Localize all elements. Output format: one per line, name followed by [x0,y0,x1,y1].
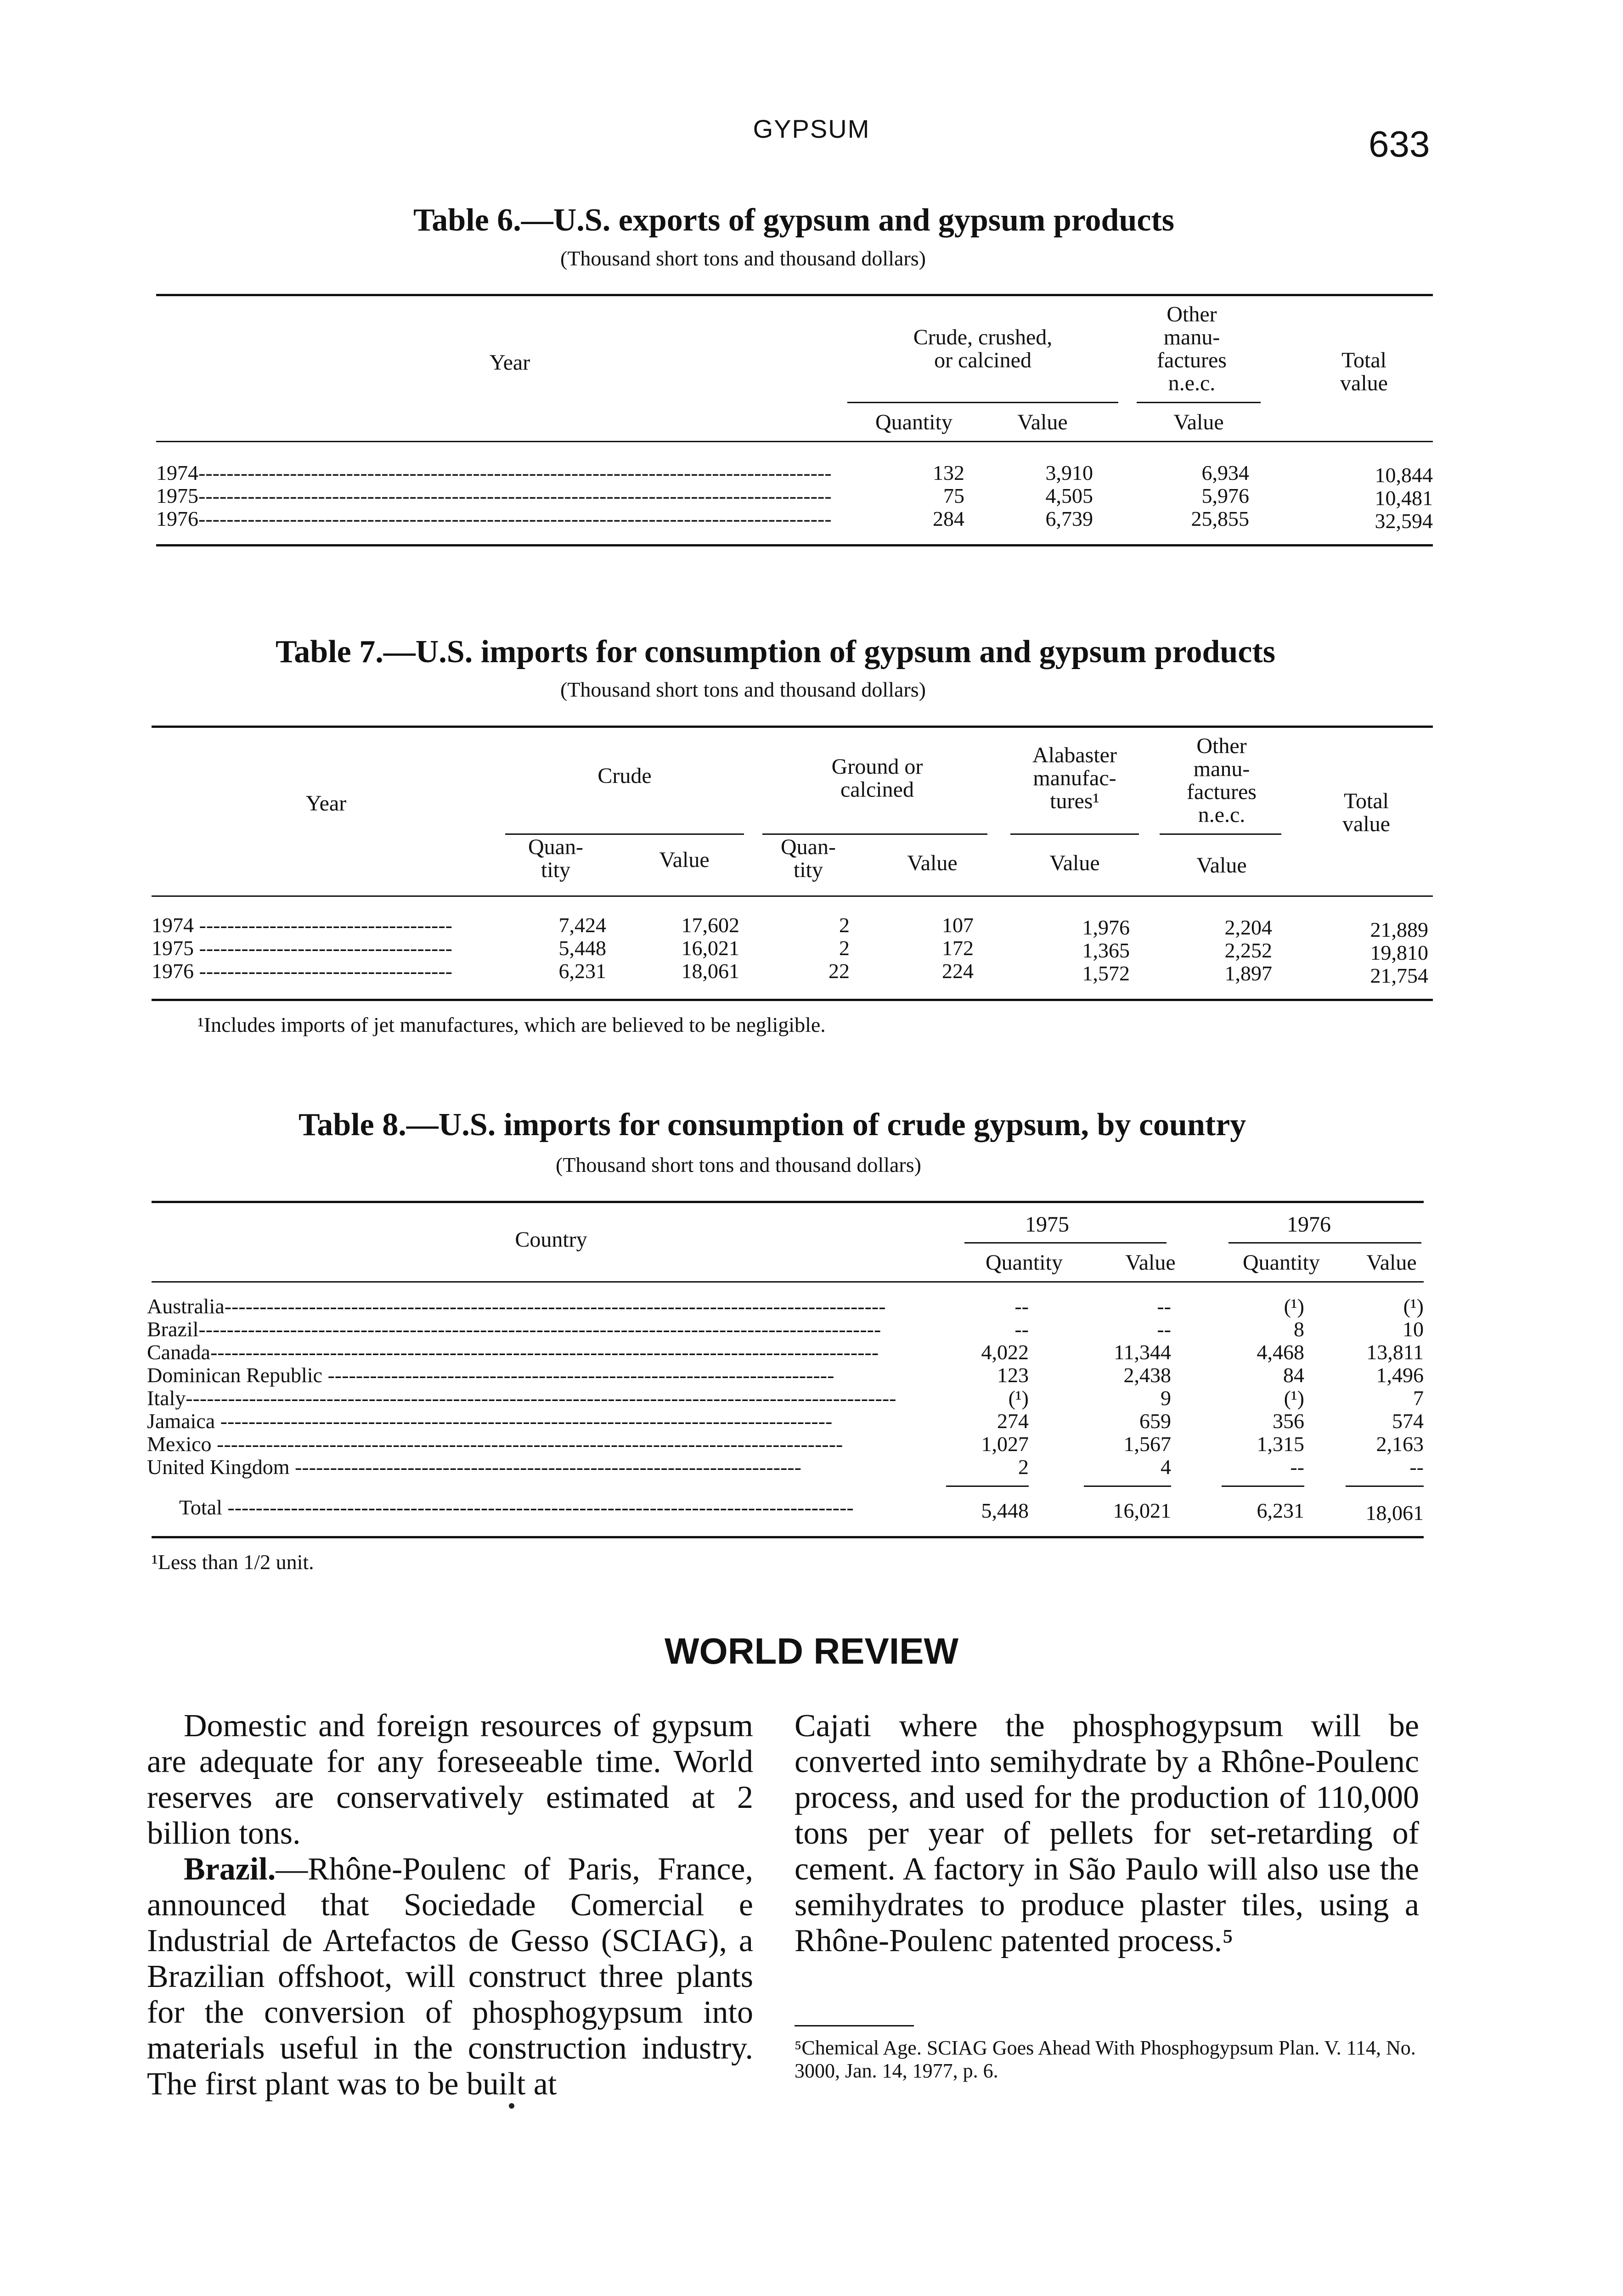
value-1975-cell: 1,567 [1123,1432,1171,1456]
table-7-sub-quan2: Quan- tity [781,835,836,882]
country-cell: Dominican Republic [147,1364,322,1387]
total-cell: 32,594 [1375,509,1433,533]
total-label: Total [179,1496,222,1519]
table-8-head-1975: 1975 [1025,1212,1069,1237]
table-7-bottom-rule [152,999,1433,1001]
table-6-sub-other-value: Value [1173,410,1224,434]
country-cell: Mexico [147,1433,212,1456]
quantity-1975-cell: 123 [997,1363,1029,1387]
value-1975-cell: 659 [1139,1409,1171,1433]
table-6-subtitle: (Thousand short tons and thousand dollars) [560,247,926,270]
table-7-head-total: Total value [1342,789,1390,836]
total-rule [1346,1486,1424,1487]
table-7-head-ground: Ground or calcined [831,754,923,802]
page-number: 633 [1369,124,1430,164]
value-1975-cell: 9 [1161,1386,1171,1410]
total-quantity-1975: 5,448 [981,1499,1029,1522]
quantity-1975-cell: -- [1014,1294,1029,1318]
table-6-head-other: Other manu- factures n.e.c. [1157,302,1227,395]
ground-value-cell: 107 [942,913,974,937]
value-1976-cell: 13,811 [1366,1340,1424,1364]
year-cell: 1976 [156,507,198,530]
table-8-sub-q75: Quantity [986,1250,1063,1275]
year-cell: 1976 [152,960,194,983]
total-value-1975: 16,021 [1113,1499,1171,1522]
crude-quantity-cell: 7,424 [558,913,606,937]
quantity-1976-cell: -- [1290,1455,1304,1479]
alabaster-value-cell: 1,976 [1082,916,1130,939]
table-6-sub-quantity: Quantity [875,410,952,434]
table-7-sub-value2: Value [907,851,958,875]
table-6-crude-rule [847,402,1118,403]
total-cell: 10,844 [1375,463,1433,487]
value-1976-cell: (¹) [1403,1294,1424,1318]
table-8-1976-rule [1229,1242,1421,1244]
table-6-sub-value: Value [1017,410,1068,434]
table-6-head-crude: Crude, crushed, or calcined [913,325,1053,372]
value-cell: 4,505 [1045,484,1093,507]
table-6-title: Table 6.—U.S. exports of gypsum and gypsum products [413,203,1175,238]
value-cell: 3,910 [1045,461,1093,484]
right-column [795,1708,1419,1959]
total-rule [1084,1486,1171,1487]
table-7-title: Table 7.—U.S. imports for consumption of gypsum and gypsum products [276,634,1275,670]
table-8-sub-v76: Value [1366,1250,1417,1275]
paragraph [147,1851,753,2102]
table-8-subtitle: (Thousand short tons and thousand dollars) [556,1153,921,1176]
table-7-head-alabaster: Alabaster manufac- tures¹ [1032,743,1117,813]
total-rule [1222,1486,1304,1487]
quantity-1975-cell: 2 [1018,1455,1029,1479]
country-cell: Italy [147,1387,186,1410]
value-1976-cell: 7 [1413,1386,1424,1410]
quantity-1975-cell: (¹) [1008,1386,1029,1410]
quantity-1976-cell: 8 [1294,1317,1304,1341]
quantity-1975-cell: 1,027 [981,1432,1029,1456]
quantity-1975-cell: 4,022 [981,1340,1029,1364]
table-8-head-rule [152,1281,1424,1283]
table-7-subtitle: (Thousand short tons and thousand dollars) [560,678,926,701]
other-value-cell: 2,204 [1224,916,1272,939]
other-value-cell: 1,897 [1224,962,1272,985]
value-1976-cell: 10 [1403,1317,1424,1341]
value-1976-cell: 1,496 [1376,1363,1424,1387]
paragraph-text: —Rhône-Poulenc of Paris, France, announced that Sociedade Comercial e Industrial de Artefactos de Gesso (SCIAG), a Brazilian offshoot, will construct three plants for the conversion of phosphogypsum into materials useful in the construction industry. The first plant was to be built at [147,1851,753,2102]
table-7-head-other: Other manu- factures n.e.c. [1187,734,1257,827]
country-cell: United Kingdom [147,1456,290,1479]
table-6-top-rule [156,294,1433,296]
value-1975-cell: -- [1157,1317,1171,1341]
table-8-sub-q76: Quantity [1243,1250,1320,1275]
other-cell: 25,855 [1191,507,1249,530]
ground-value-cell: 224 [942,959,974,983]
table-7-top-rule [152,726,1433,728]
year-cell: 1974 [152,914,194,937]
table-6-head-year: Year [489,350,530,375]
table-7-alabaster-rule [1010,833,1139,835]
total-quantity-1976: 6,231 [1257,1499,1304,1522]
paragraph-lead: Brazil. [184,1851,276,1887]
world-review-heading: WORLD REVIEW [665,1631,958,1671]
total-value-cell: 19,810 [1370,941,1428,964]
table-7-head-rule [152,895,1433,897]
value-1976-cell: -- [1409,1455,1424,1479]
country-cell: Australia [147,1295,225,1318]
footnote: ⁵Chemical Age. SCIAG Goes Ahead With Phosphogypsum Plan. V. 114, No. 3000, Jan. 14, 1977, p. 6. [795,2037,1416,2082]
crude-value-cell: 18,061 [681,959,739,983]
table-8-head-1976: 1976 [1287,1212,1331,1237]
table-8-bottom-rule [152,1536,1424,1538]
table-7-sub-value3: Value [1049,851,1100,875]
table-8-footnote: ¹Less than 1/2 unit. [152,1550,314,1574]
table-7-sub-quan1: Quan- tity [528,835,583,882]
quantity-cell: 75 [943,484,964,507]
other-cell: 5,976 [1201,484,1249,507]
table-6-head-total: Total value [1340,348,1388,395]
quantity-1976-cell: 84 [1283,1363,1304,1387]
running-head: GYPSUM [753,114,870,143]
total-value-cell: 21,889 [1370,918,1428,941]
country-cell: Canada [147,1341,210,1364]
country-cell: Jamaica [147,1410,215,1433]
total-cell: 10,481 [1375,486,1433,510]
table-6-other-rule [1137,402,1261,403]
value-1976-cell: 574 [1392,1409,1424,1433]
ground-quantity-cell: 2 [839,936,850,960]
quantity-1976-cell: (¹) [1284,1294,1304,1318]
year-cell: 1974 [156,461,198,484]
table-7-sub-value4: Value [1196,853,1247,878]
quantity-cell: 132 [933,461,964,484]
quantity-1976-cell: (¹) [1284,1386,1304,1410]
crude-value-cell: 16,021 [681,936,739,960]
table-8-top-rule [152,1201,1424,1203]
quantity-1975-cell: -- [1014,1317,1029,1341]
left-column [147,1708,753,2102]
quantity-1976-cell: 356 [1273,1409,1304,1433]
table-7-head-crude: Crude [597,764,652,788]
table-7-sub-value1: Value [659,848,710,872]
footnote-rule [795,2025,914,2026]
paragraph: Cajati where the phosphogypsum will be converted into semihydrate by a Rhône-Poulenc process, and used for the production of 110,000 tons per year of pellets for set-retarding of cement. A factory in São Paulo will also use the semihydrates to produce plaster tiles, using a Rhône-Poulenc patented process.⁵ [795,1708,1419,1958]
quantity-cell: 284 [933,507,964,530]
ground-value-cell: 172 [942,936,974,960]
table-6-head-rule [156,441,1433,442]
crude-value-cell: 17,602 [681,913,739,937]
value-1975-cell: 4 [1161,1455,1171,1479]
ground-quantity-cell: 2 [839,913,850,937]
quantity-1976-cell: 4,468 [1257,1340,1304,1364]
table-6-bottom-rule [156,544,1433,546]
crude-quantity-cell: 5,448 [558,936,606,960]
value-1975-cell: 2,438 [1123,1363,1171,1387]
year-cell: 1975 [156,484,198,507]
quantity-1976-cell: 1,315 [1257,1432,1304,1456]
value-cell: 6,739 [1045,507,1093,530]
country-cell: Brazil [147,1318,199,1341]
other-cell: 6,934 [1201,461,1249,484]
paragraph: Domestic and foreign resources of gypsum are adequate for any foreseeable time. World reserves are conservatively estimated at 2 billion tons. [147,1708,753,1851]
value-1975-cell: -- [1157,1294,1171,1318]
table-8-1975-rule [964,1242,1167,1244]
value-1976-cell: 2,163 [1376,1432,1424,1456]
table-7-footnote: ¹Includes imports of jet manufactures, which are believed to be negligible. [197,1013,826,1036]
year-cell: 1975 [152,937,194,960]
alabaster-value-cell: 1,365 [1082,939,1130,962]
table-7-head-year: Year [305,791,347,816]
table-8-head-country: Country [515,1227,587,1252]
total-rule [946,1486,1029,1487]
total-value-cell: 21,754 [1370,964,1428,987]
page-mark [509,2103,514,2109]
crude-quantity-cell: 6,231 [558,959,606,983]
total-value-1976: 18,061 [1365,1501,1424,1525]
alabaster-value-cell: 1,572 [1082,962,1130,985]
table-8-sub-v75: Value [1125,1250,1176,1275]
quantity-1975-cell: 274 [997,1409,1029,1433]
table-8-title: Table 8.—U.S. imports for consumption of crude gypsum, by country [299,1107,1246,1142]
value-1975-cell: 11,344 [1114,1340,1171,1364]
other-value-cell: 2,252 [1224,939,1272,962]
ground-quantity-cell: 22 [828,959,850,983]
table-7-other-rule [1160,833,1281,835]
